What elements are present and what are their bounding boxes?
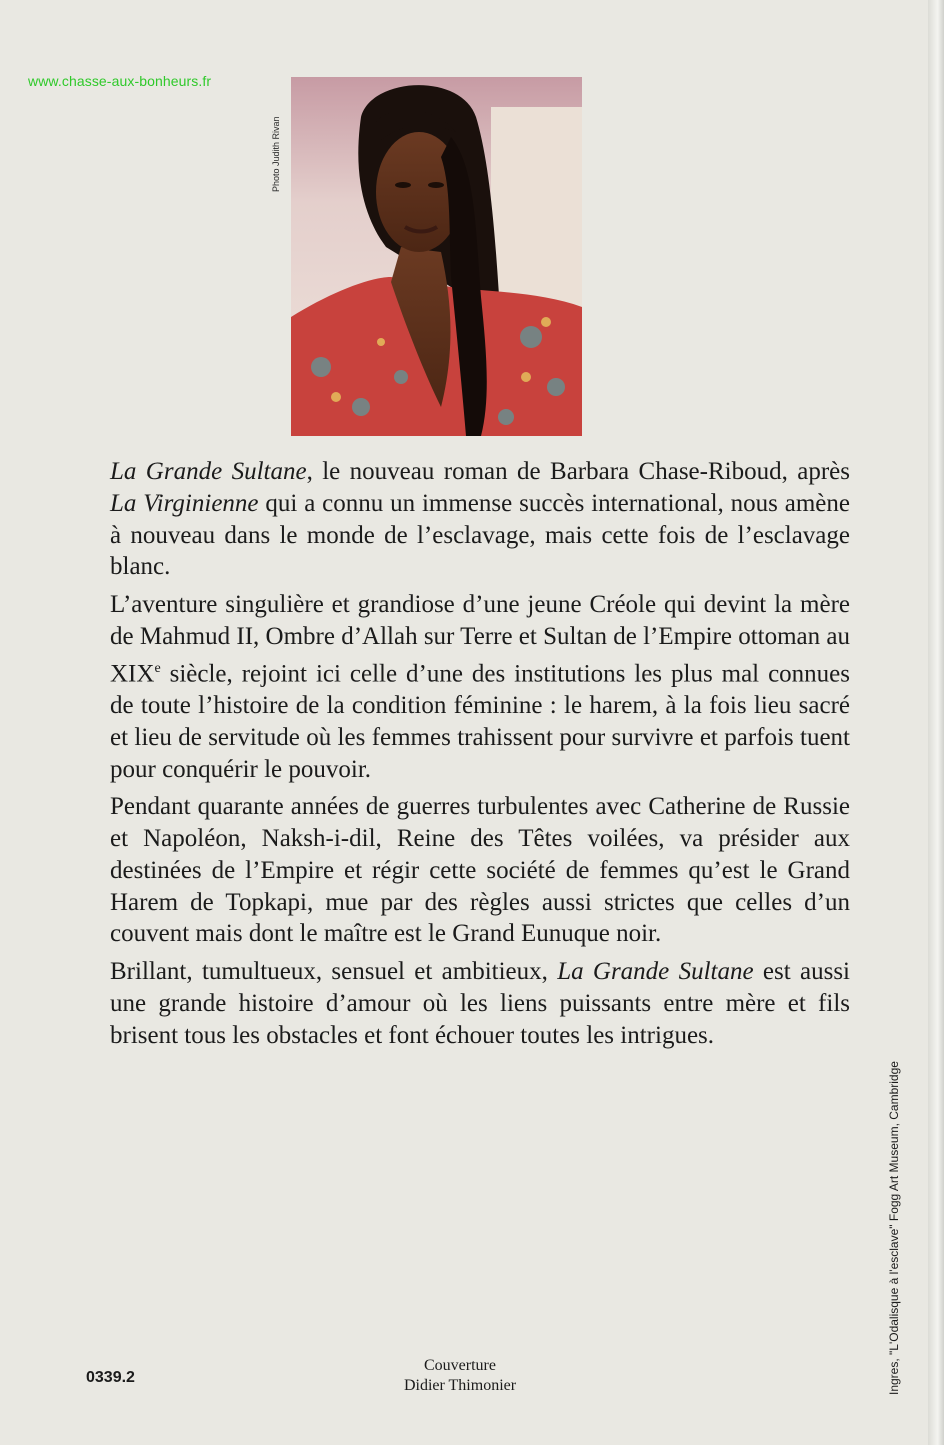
catalog-code: 0339.2 bbox=[86, 1369, 135, 1386]
book-edge bbox=[928, 0, 944, 1445]
author-photo bbox=[291, 77, 582, 436]
artwork-credit: Ingres, "L'Odalisque à l'esclave" Fogg Art Museum, Cambridge bbox=[887, 1061, 901, 1395]
cover-credit-label: Couverture bbox=[424, 1357, 496, 1374]
watermark-link[interactable]: www.chasse-aux-bonheurs.fr bbox=[28, 73, 212, 89]
cover-credit bbox=[350, 1356, 570, 1396]
book-title: La Virginienne bbox=[110, 489, 259, 517]
blurb-paragraph-2: L’aventure singulière et grandiose d’une jeune Créole qui devint la mère de Mahmud II, Ombre d’Allah sur Terre et Sultan de l’Empire ottoman au XIXe siècle, rejoint ici celle d’une des institutions les plus mal connues de toute l’histoire de la condition féminine : le harem, à la fois lieu sacré et lieu de servitude où les femmes trahissent pour survivre et parfois tuent pour conquérir le pouvoir. bbox=[110, 591, 850, 783]
cover-credit-name: Didier Thimonier bbox=[403, 1377, 517, 1394]
blurb-paragraph-3: Pendant quarante années de guerres turbulentes avec Catherine de Russie et Napoléon, Naksh-i-dil, Reine des Têtes voilées, va présider aux destinées de l’Empire et régir cette société de femmes qu’est le Grand Harem de Topkapi, mue par des règles aussi strictes que celles d’un couvent mais dont le maître est le Grand Eunuque noir. bbox=[110, 793, 850, 948]
book-title: La Grande Sultane bbox=[557, 958, 754, 986]
blurb-paragraph-1: La Grande Sultane, le nouveau roman de Barbara Chase-Riboud, après La Virginienne qui a connu un immense succès international, nous amène à nouveau dans le monde de l’esclavage, mais cette fois de l’esclavage blanc. bbox=[110, 458, 850, 581]
blurb-paragraph-4: Brillant, tumultueux, sensuel et ambitieux, La Grande Sultane est aussi une grande histoire d’amour où les liens puissants entre mère et fils brisent tous les obstacles et font échouer toutes les intrigues. bbox=[110, 958, 850, 1049]
blurb-text bbox=[110, 456, 850, 1052]
photo-credit: Photo Judith Rivan bbox=[271, 116, 281, 192]
book-title: La Grande Sultane bbox=[110, 458, 307, 485]
